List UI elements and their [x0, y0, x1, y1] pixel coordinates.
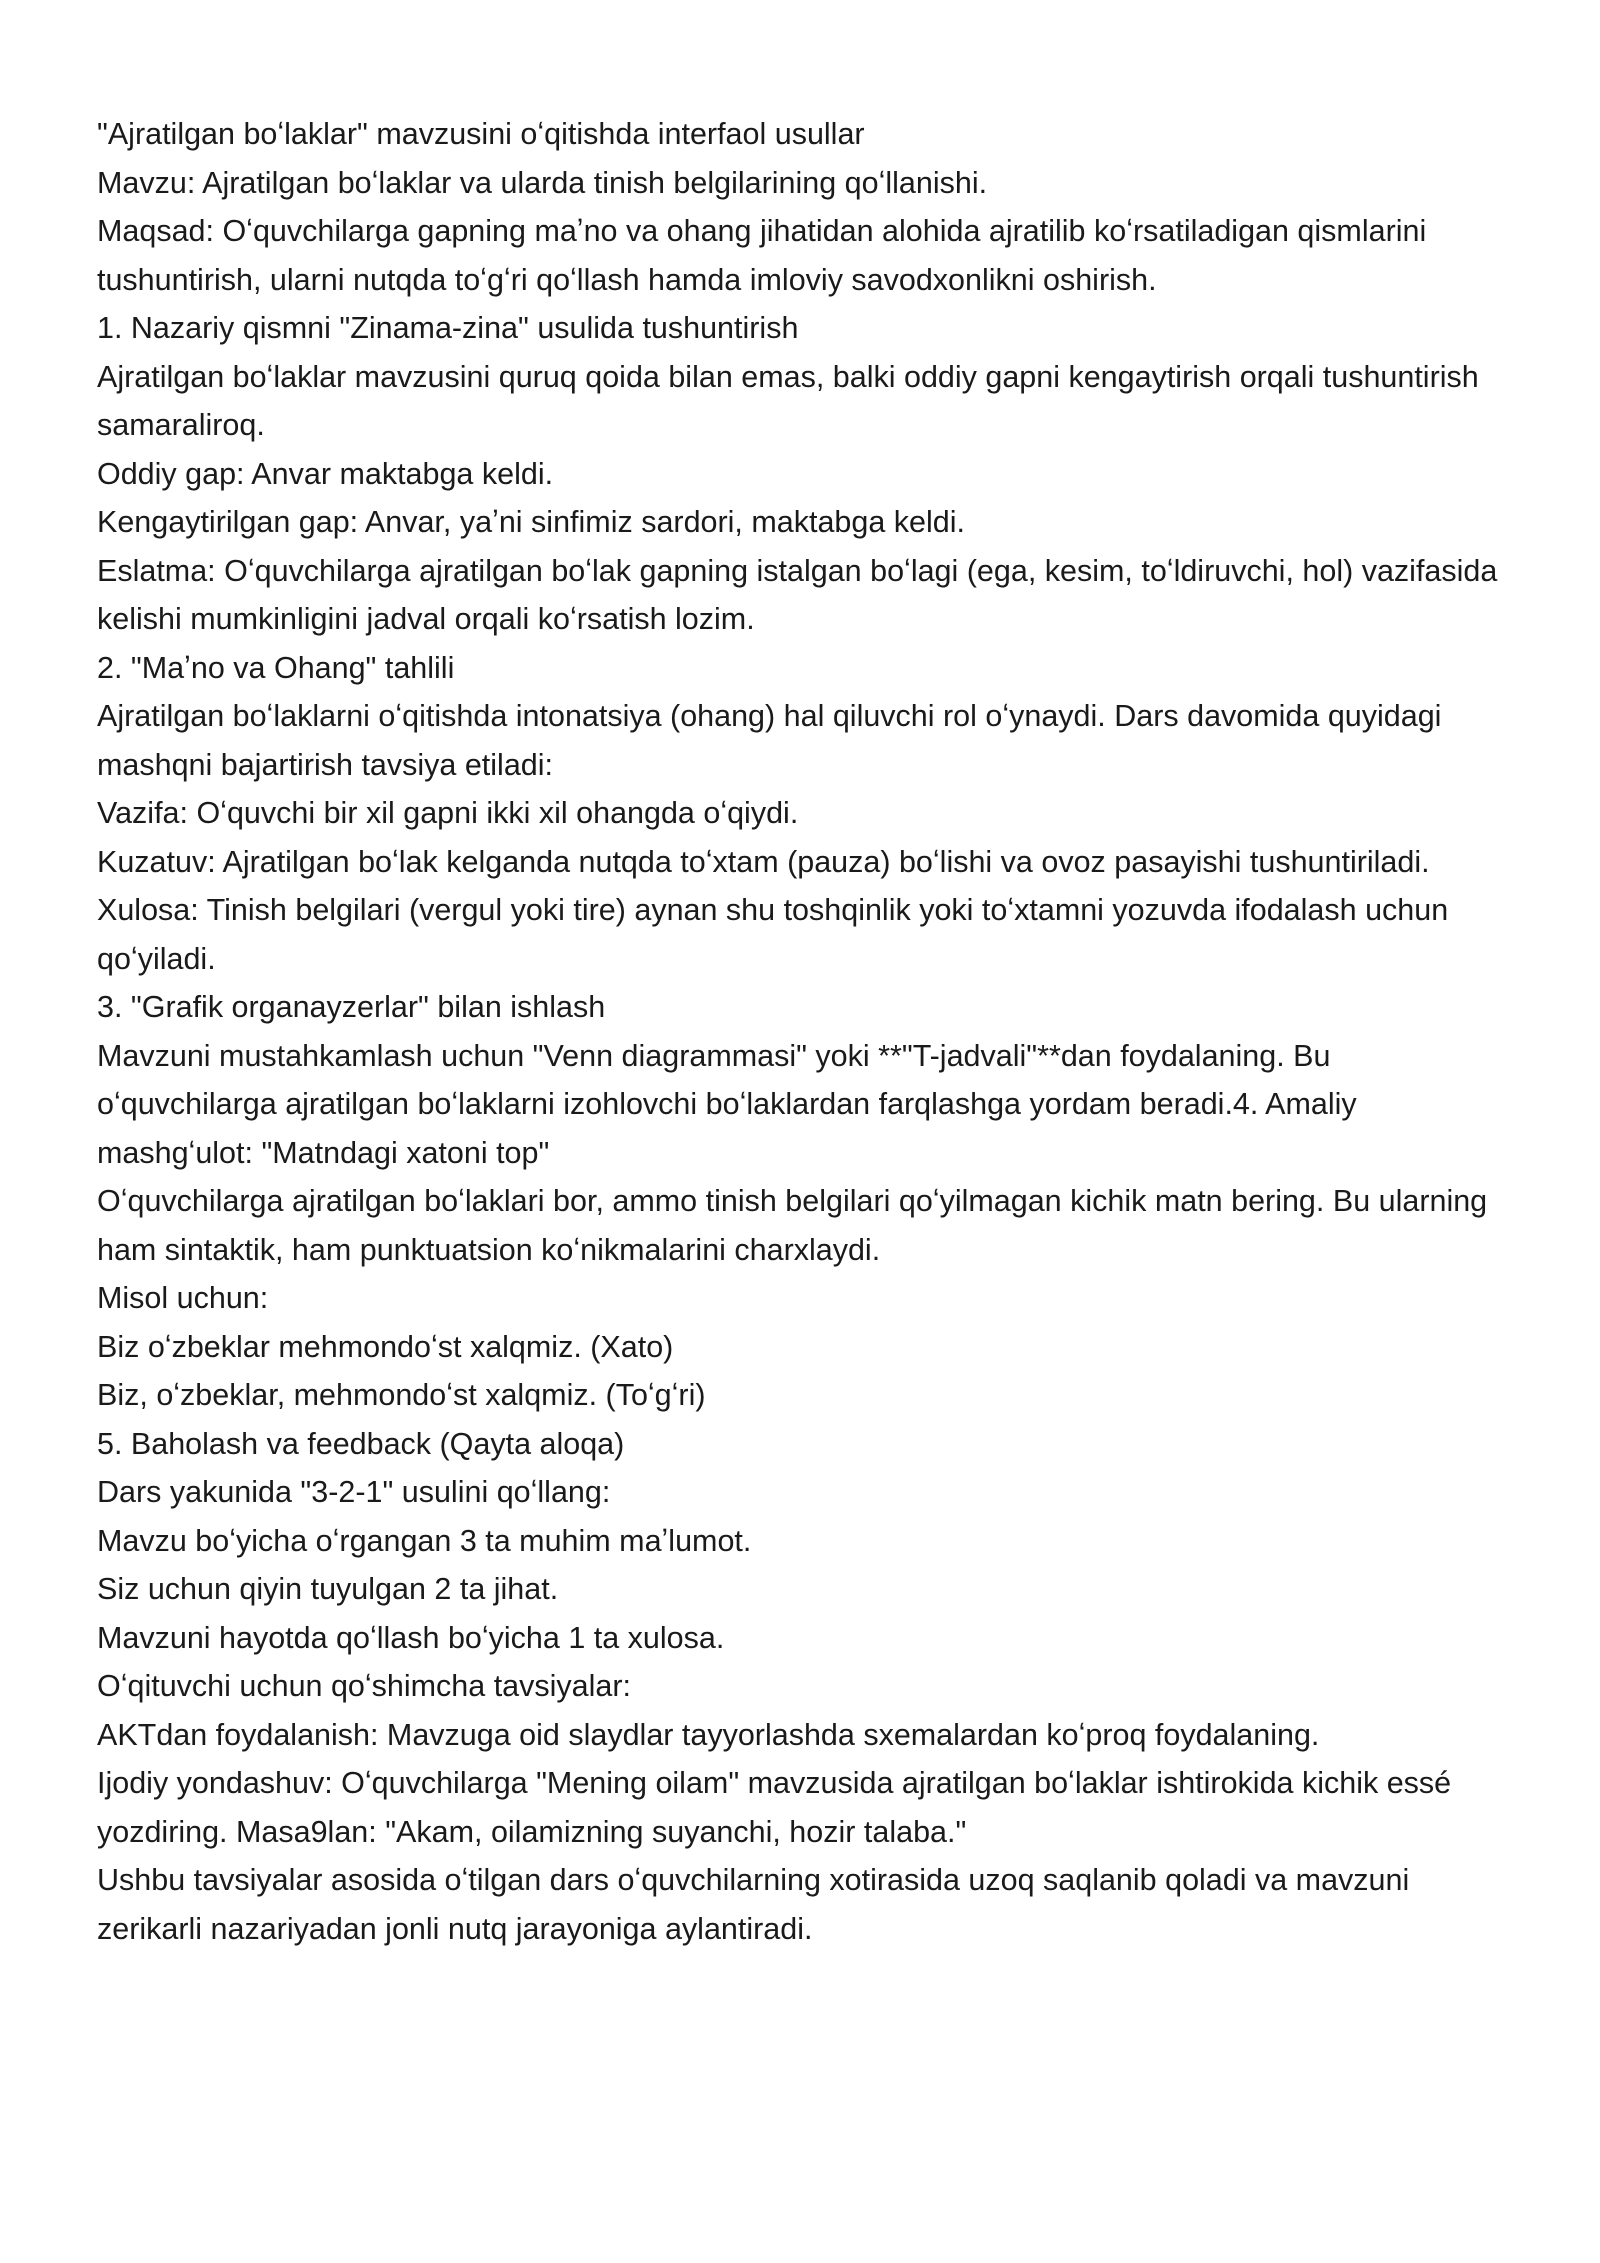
paragraph: Oʻquvchilarga ajratilgan boʻlaklari bor, ammo tinish belgilari qoʻyilmagan kichik matn bering. Bu ularning ham sintaktik, ham punktuatsion koʻnikmalarini charxlaydi. — [97, 1184, 1488, 1267]
paragraph: Mavzuni mustahkamlash uchun "Venn diagrammasi" yoki **"T-jadvali"**dan foydalaning. Bu oʻquvchilarga ajratilgan boʻlaklarni izohlovchi boʻlaklardan farqlashga yordam beradi.4. Amaliy mashgʻulot: "Matndagi xatoni top" — [97, 1038, 1357, 1170]
list-item: Siz uchun qiyin tuyulgan 2 ta jihat. — [97, 1572, 559, 1606]
topic-line: Mavzu: Ajratilgan boʻlaklar va ularda tinish belgilarining qoʻllanishi. — [97, 165, 988, 200]
paragraph: Ajratilgan boʻlaklar mavzusini quruq qoida bilan emas, balki oddiy gapni kengaytirish orqali tushuntirish samaraliroq. — [97, 359, 1479, 442]
note-paragraph: Eslatma: Oʻquvchilarga ajratilgan boʻlak gapning istalgan boʻlagi (ega, kesim, toʻldiruvchi, hol) vazifasida kelishi mumkinligini jadval orqali koʻrsatish lozim. — [97, 553, 1498, 636]
paragraph: Ajratilgan boʻlaklarni oʻqitishda intonatsiya (ohang) hal qiluvchi rol oʻynaydi. Dars davomida quyidagi mashqni bajartirish tavsiya etiladi: — [97, 699, 1442, 782]
conclusion-paragraph: Xulosa: Tinish belgilari (vergul yoki tire) aynan shu toshqinlik yoki toʻxtamni yozuvda ifodalash uchun qoʻyiladi. — [97, 893, 1449, 976]
list-item: Mavzu boʻyicha oʻrgangan 3 ta muhim maʼlumot. — [97, 1523, 752, 1558]
paragraph: Dars yakunida "3-2-1" usulini qoʻllang: — [97, 1475, 611, 1509]
example-wrong: Biz oʻzbeklar mehmondoʻst xalqmiz. (Xato) — [97, 1329, 674, 1364]
document-body — [97, 110, 1517, 1953]
section-heading-2: 2. "Maʼno va Ohang" tahlili — [97, 650, 455, 685]
observation-paragraph: Kuzatuv: Ajratilgan boʻlak kelganda nutqda toʻxtam (pauza) boʻlishi va ovoz pasayishi tushuntiriladi. — [97, 844, 1430, 879]
section-heading-3: 3. "Grafik organayzerlar" bilan ishlash — [97, 990, 606, 1024]
example-extended-sentence: Kengaytirilgan gap: Anvar, yaʼni sinfimiz sardori, maktabga keldi. — [97, 505, 965, 539]
closing-paragraph: Ushbu tavsiyalar asosida oʻtilgan dars oʻquvchilarning xotirasida uzoq saqlanib qoladi va mavzuni zerikarli nazariyadan jonli nutq jarayoniga aylantiradi. — [97, 1863, 1410, 1946]
paragraph: Ijodiy yondashuv: Oʻquvchilarga "Mening oilam" mavzusida ajratilgan boʻlaklar ishtirokida kichik essé yozdiring. Masa9lan: "Akam, oilamizning suyanchi, hozir talaba." — [97, 1766, 1452, 1849]
section-heading-5: 5. Baholash va feedback (Qayta aloqa) — [97, 1426, 625, 1461]
example-correct: Biz, oʻzbeklar, mehmondoʻst xalqmiz. (Toʻgʻri) — [97, 1378, 706, 1412]
list-item: Mavzuni hayotda qoʻllash boʻyicha 1 ta xulosa. — [97, 1620, 725, 1655]
example-simple-sentence: Oddiy gap: Anvar maktabga keldi. — [97, 456, 554, 491]
teacher-recommendations-heading: Oʻqituvchi uchun qoʻshimcha tavsiyalar: — [97, 1669, 632, 1703]
example-label: Misol uchun: — [97, 1281, 269, 1315]
goal-paragraph: Maqsad: Oʻquvchilarga gapning maʼno va ohang jihatidan alohida ajratilib koʻrsatiladigan qismlarini tushuntirish, ularni nutqda toʻgʻri qoʻllash hamda imloviy savodxonlikni oshirish. — [97, 214, 1427, 297]
section-heading-1: 1. Nazariy qismni "Zinama-zina" usulida tushuntirish — [97, 311, 799, 345]
paragraph: AKTdan foydalanish: Mavzuga oid slaydlar tayyorlashda sxemalardan koʻproq foydalaning. — [97, 1717, 1320, 1752]
document-title: "Ajratilgan boʻlaklar" mavzusini oʻqitishda interfaol usullar — [97, 117, 865, 151]
task-line: Vazifa: Oʻquvchi bir xil gapni ikki xil ohangda oʻqiydi. — [97, 796, 799, 830]
